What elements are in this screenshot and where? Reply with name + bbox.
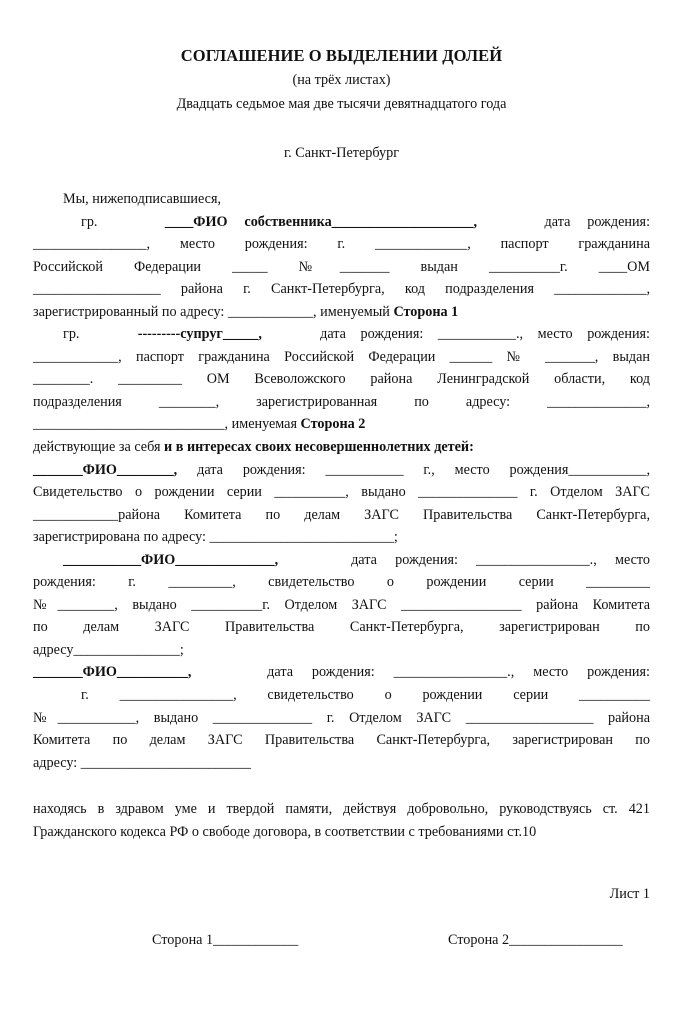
party2-line: гр. ---------супруг_____, дата рождения: ___________., место рождения:	[63, 326, 651, 343]
body-line: №________, выдано __________г. Отделом ЗАГС _________________ района Комитета	[33, 596, 650, 613]
body-line: ___________________________, именуемая Сторона 2	[33, 416, 366, 433]
body-line: рождения: г. _________, свидетельство о рождении серии _________	[33, 574, 650, 591]
body-line: ____________, паспорт гражданина Российской Федерации ______ № _______, выдан	[33, 348, 650, 365]
child2-line: ___________ФИО______________, дата рождения: ________________., место	[63, 551, 651, 568]
closing-paragraph: находясь в здравом уме и твердой памяти, действуя добровольно, руководствуясь ст. 421 Гражданского кодекса РФ о свободе договора, в соответствии с требованиями ст.10	[33, 801, 650, 840]
document-title: СОГЛАШЕНИЕ О ВЫДЕЛЕНИИ ДОЛЕЙ	[180, 46, 503, 65]
body-line: подразделения ________, зарегистрированная по адресу: ______________,	[33, 393, 650, 410]
side1-label: Сторона 1	[393, 303, 459, 320]
child3-name: _______ФИО__________,	[33, 664, 192, 681]
body-line: ____________района Комитета по делам ЗАГС Правительства Санкт-Петербурга,	[33, 506, 650, 523]
children-heading: и в интересах своих несовершеннолетних детей:	[164, 439, 474, 456]
body-line: __________________ района г. Санкт-Петербурга, код подразделения _____________,	[33, 281, 650, 298]
body-line: Комитета по делам ЗАГС Правительства Санкт-Петербурга, зарегистрирован по	[33, 732, 650, 749]
party1-line: гр. ____ФИО собственника____________________, дата рождения:	[81, 213, 651, 230]
body-line: зарегистрирована по адресу: __________________________;	[33, 529, 398, 546]
body-line: №___________, выдано ______________ г. Отделом ЗАГС __________________ района	[33, 709, 650, 726]
body-line: по делам ЗАГС Правительства Санкт-Петербурга, зарегистрирован по	[33, 619, 650, 636]
party2-name: ---------супруг_____,	[137, 326, 262, 343]
body-line: адресу: ________________________	[33, 754, 252, 771]
document-subtitle: (на трёх листах)	[292, 72, 391, 88]
signature-side2: Сторона 2________________	[448, 932, 623, 948]
sheet-number: Лист 1	[609, 886, 650, 902]
side2-label: Сторона 2	[300, 416, 366, 433]
signature-side1: Сторона 1____________	[152, 932, 299, 948]
body-line: ________. _________ ОМ Всеволожского района Ленинградской области, код	[33, 371, 650, 388]
document-city: г. Санкт-Петербург	[283, 145, 400, 161]
body-line: Российской Федерации _____ №_______ выдан __________г. ____ОМ	[33, 258, 650, 275]
body-line: г. ________________, свидетельство о рождении серии __________	[81, 687, 650, 704]
document-body	[33, 188, 650, 774]
child2-name: ___________ФИО______________,	[63, 551, 279, 568]
child1-name: _______ФИО________,	[33, 461, 178, 478]
child3-line: _______ФИО__________, дата рождения: ________________., место рождения:	[33, 664, 650, 681]
child1-line: _______ФИО________, дата рождения: ___________ г., место рождения___________,	[33, 461, 650, 478]
body-line: адресу_______________;	[33, 641, 184, 658]
body-line: зарегистрированный по адресу: ____________, именуемый Сторона 1	[33, 303, 459, 320]
document-date: Двадцать седьмое мая две тысячи девятнадцатого года	[176, 96, 507, 112]
body-line: Свидетельство о рождении серии __________, выдано ______________ г. Отделом ЗАГС	[33, 484, 650, 501]
party1-name: ____ФИО собственника____________________,	[164, 213, 478, 230]
body-line: Мы, нижеподписавшиеся,	[63, 191, 222, 207]
body-line: действующие за себя и в интересах своих несовершеннолетних детей:	[33, 439, 474, 456]
body-line: ________________, место рождения: г. _____________, паспорт гражданина	[33, 236, 650, 253]
